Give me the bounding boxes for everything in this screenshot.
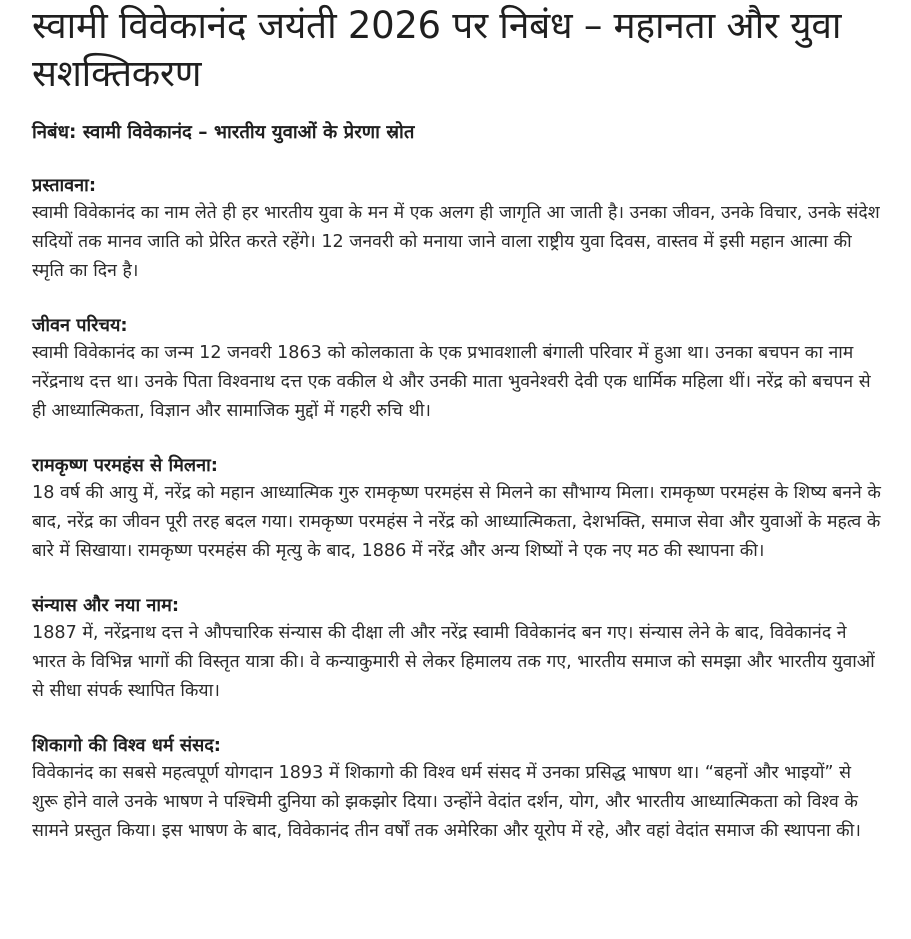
section-biography [32, 312, 881, 426]
page-title: स्वामी विवेकानंद जयंती 2026 पर निबंध – महानता और युवा सशक्तिकरण [32, 4, 842, 95]
section-body: स्वामी विवेकानंद का जन्म 12 जनवरी 1863 को कोलकाता के एक प्रभावशाली बंगाली परिवार में हुआ था। उनका बचपन का नाम नरेंद्रनाथ दत्त था। उनके पिता विश्वनाथ दत्त एक वकील थे और उनकी माता भुवनेश्वरी देवी एक धार्मिक महिला थीं। नरेंद्र को बचपन से ही आध्यात्मिकता, विज्ञान और सामाजिक मुद्दों में गहरी रुचि थी। [32, 343, 871, 421]
section-body: स्वामी विवेकानंद का नाम लेते ही हर भारतीय युवा के मन में एक अलग ही जागृति आ जाती है। उनका जीवन, उनके विचार, उनके संदेश सदियों तक मानव जाति को प्रेरित करते रहेंगे। 12 जनवरी को मनाया जाने वाला राष्ट्रीय युवा दिवस, वास्तव में इसी महान आत्मा की स्मृति का दिन है। [32, 203, 880, 281]
section-heading: प्रस्तावना: [32, 175, 97, 196]
section-chicago-parliament [32, 732, 881, 846]
section-heading: जीवन परिचय: [32, 315, 128, 336]
section-introduction [32, 172, 881, 286]
section-body: विवेकानंद का सबसे महत्वपूर्ण योगदान 1893 में शिकागो की विश्व धर्म संसद में उनका प्रसिद्ध भाषण था। “बहनों और भाइयों” से शुरू होने वाले उनके भाषण ने पश्चिमी दुनिया को झकझोर दिया। उन्होंने वेदांत दर्शन, योग, और भारतीय आध्यात्मिकता को विश्व के सामने प्रस्तुत किया। इस भाषण के बाद, विवेकानंद तीन वर्षों तक अमेरिका और यूरोप में रहे, और वहां वेदांत समाज की स्थापना की। [32, 763, 861, 841]
section-body: 18 वर्ष की आयु में, नरेंद्र को महान आध्यात्मिक गुरु रामकृष्ण परमहंस से मिलने का सौभाग्य मिला। रामकृष्ण परमहंस के शिष्य बनने के बाद, नरेंद्र का जीवन पूरी तरह बदल गया। रामकृष्ण परमहंस ने नरेंद्र को आध्यात्मिकता, देशभक्ति, समाज सेवा और युवाओं के महत्व के बारे में सिखाया। रामकृष्ण परमहंस की मृत्यु के बाद, 1886 में नरेंद्र और अन्य शिष्यों ने एक नए मठ की स्थापना की। [32, 483, 881, 561]
section-heading: रामकृष्ण परमहंस से मिलना: [32, 455, 218, 476]
section-sannyas [32, 592, 881, 706]
section-heading: संन्यास और नया नाम: [32, 595, 180, 616]
section-body: 1887 में, नरेंद्रनाथ दत्त ने औपचारिक संन्यास की दीक्षा ली और नरेंद्र स्वामी विवेकानंद बन गए। संन्यास लेने के बाद, विवेकानंद ने भारत के विभिन्न भागों की विस्तृत यात्रा की। वे कन्याकुमारी से लेकर हिमालय तक गए, भारतीय समाज को समझा और भारतीय युवाओं से सीधा संपर्क स्थापित किया। [32, 623, 875, 701]
essay-subtitle: निबंध: स्वामी विवेकानंद – भारतीय युवाओं के प्रेरणा स्रोत [32, 122, 415, 143]
section-heading: शिकागो की विश्व धर्म संसद: [32, 735, 221, 756]
section-meeting-ramakrishna [32, 452, 881, 566]
